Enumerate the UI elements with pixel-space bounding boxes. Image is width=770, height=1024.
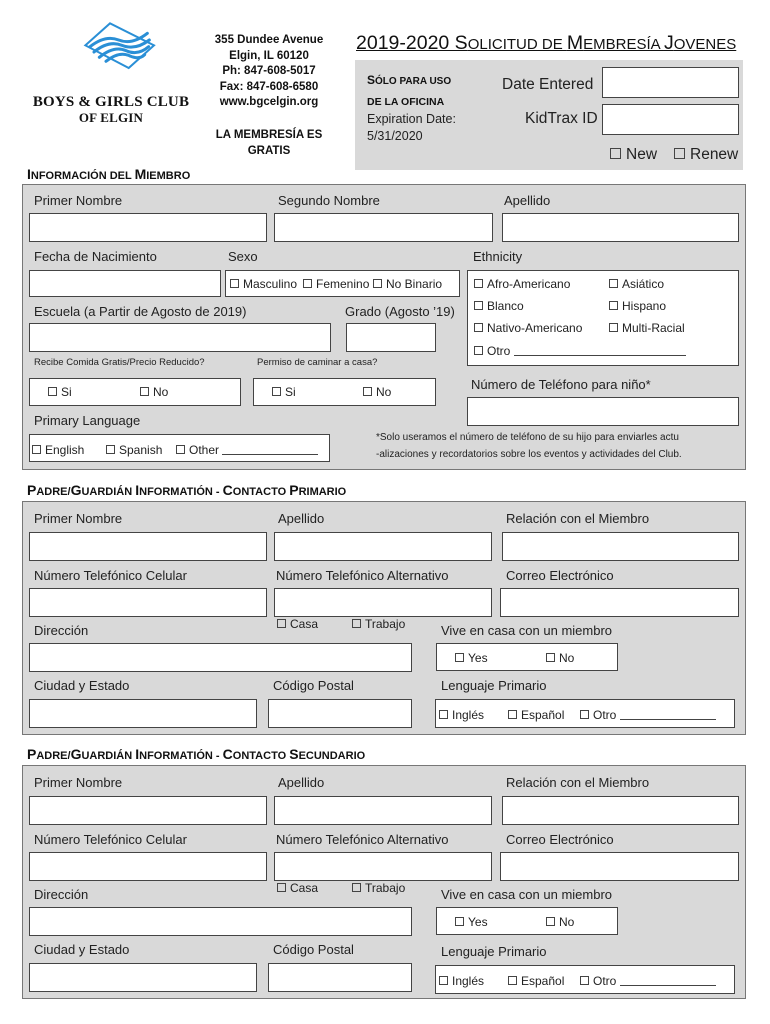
primary-cell-phone-input[interactable] xyxy=(29,588,267,617)
ethnicity-option-asian[interactable] xyxy=(609,277,664,291)
section-rest: ECUNDARIO xyxy=(298,750,366,762)
grade-label: Grado (Agosto ’19) xyxy=(345,304,455,319)
primary-relation-input[interactable] xyxy=(502,532,739,561)
member-last-name-input[interactable] xyxy=(502,213,739,242)
member-language-spanish[interactable] xyxy=(106,443,162,457)
section-rest: ADRE/ xyxy=(36,750,71,762)
kidtrax-label: KidTrax ID xyxy=(525,110,598,127)
ethnicity-option-multiracial[interactable] xyxy=(609,321,685,335)
primary-last-name-label: Apellido xyxy=(278,511,325,526)
address-street: 355 Dundee Avenue xyxy=(214,34,324,46)
expiration-value: 5/31/2020 xyxy=(367,129,423,143)
primary-alt-phone-work[interactable] xyxy=(352,617,405,631)
section-cap: G xyxy=(70,482,82,498)
member-language-english[interactable] xyxy=(32,443,84,457)
secondary-lives-with-yes[interactable] xyxy=(455,915,488,929)
yes-label: Yes xyxy=(468,915,488,929)
title-year: 2019-2020 S xyxy=(356,32,468,54)
org-name-line1: BOYS & GIRLS CLUB xyxy=(32,94,190,110)
section-rest: IEMBRO xyxy=(146,170,191,182)
language-option-label: Español xyxy=(521,708,565,722)
language-option-label: Otro xyxy=(593,974,617,988)
birth-date-input[interactable] xyxy=(29,270,221,297)
secondary-zip-input[interactable] xyxy=(268,963,412,992)
free-meal-label: Recibe Comida Gratis/Precio Reducido? xyxy=(34,357,205,368)
membership-note-line2: GRATIS xyxy=(247,144,291,157)
section-cap: P xyxy=(27,482,37,498)
ethnicity-option-label: Afro-Americano xyxy=(487,277,571,291)
sex-option-label: Masculino xyxy=(243,277,298,291)
language-option-label: Español xyxy=(521,974,565,988)
primary-last-name-input[interactable] xyxy=(274,532,492,561)
member-first-name-label: Primer Nombre xyxy=(34,193,123,208)
sex-option-label: No Binario xyxy=(386,277,443,291)
membership-note-line1: LA MEMBRESÍA ES xyxy=(215,129,323,141)
primary-zip-input[interactable] xyxy=(268,699,412,728)
primary-first-name-label: Primer Nombre xyxy=(34,511,123,526)
secondary-zip-label: Código Postal xyxy=(273,942,354,957)
primary-language-spanish[interactable] xyxy=(508,708,564,722)
free-meal-yes[interactable] xyxy=(48,385,72,399)
ethnicity-option-label: Nativo-Americano xyxy=(487,321,583,335)
member-primary-language-label: Primary Language xyxy=(34,413,141,428)
no-label: No xyxy=(376,385,392,399)
walk-permission-label: Permiso de caminar a casa? xyxy=(257,357,378,368)
ethnicity-option-label: Otro xyxy=(487,344,511,358)
new-checkbox[interactable] xyxy=(610,146,657,164)
yes-label: Si xyxy=(61,385,72,399)
sex-option-female[interactable] xyxy=(303,277,369,291)
secondary-cell-phone-input[interactable] xyxy=(29,852,267,881)
language-option-label: English xyxy=(45,443,85,457)
sex-option-label: Femenino xyxy=(316,277,370,291)
section-cap: P xyxy=(27,746,37,762)
secondary-email-input[interactable] xyxy=(500,852,739,881)
primary-lives-with-no[interactable] xyxy=(546,651,574,665)
language-option-label: Otro xyxy=(593,708,617,722)
section-rest: NFORMACIÓN DEL xyxy=(30,170,135,182)
no-label: No xyxy=(559,915,575,929)
secondary-address-label: Dirección xyxy=(34,887,89,902)
secondary-city-state-label: Ciudad y Estado xyxy=(34,942,130,957)
section-rest: UARDIÁN xyxy=(81,750,136,762)
renew-label: Renew xyxy=(690,146,739,163)
secondary-language-english[interactable] xyxy=(439,974,484,988)
language-option-label: Inglés xyxy=(452,708,485,722)
primary-relation-label: Relación con el Miembro xyxy=(506,511,650,526)
section-cap: P xyxy=(289,482,299,498)
office-label-rest: ÓLO PARA USO xyxy=(375,76,452,87)
note-line1: *Solo useramos el número de teléfono de su hijo para enviarles actu xyxy=(376,432,679,443)
child-phone-note xyxy=(376,429,682,463)
primary-alt-phone-label: Número Telefónico Alternativo xyxy=(276,568,449,583)
section-cap: I xyxy=(135,746,140,762)
title-part: J xyxy=(663,32,674,54)
free-meal-no[interactable] xyxy=(140,385,168,399)
secondary-email-label: Correo Electrónico xyxy=(506,832,614,847)
office-label-line2: DE LA OFICINA xyxy=(367,96,445,108)
primary-email-input[interactable] xyxy=(500,588,739,617)
work-label: Trabajo xyxy=(365,881,406,895)
section-rest: RIMARIO xyxy=(298,486,347,498)
section-cap: G xyxy=(70,746,82,762)
new-label: New xyxy=(626,146,658,163)
primary-first-name-input[interactable] xyxy=(29,532,267,561)
secondary-last-name-label: Apellido xyxy=(278,775,325,790)
member-language-other[interactable] xyxy=(176,443,318,457)
sex-option-male[interactable] xyxy=(230,277,297,291)
secondary-language-spanish[interactable] xyxy=(508,974,564,988)
primary-address-label: Dirección xyxy=(34,623,89,638)
section-rest: ONTACTO xyxy=(232,486,290,498)
renew-checkbox[interactable] xyxy=(674,146,738,164)
office-use-label xyxy=(367,70,451,113)
member-middle-name-label: Segundo Nombre xyxy=(278,193,380,208)
org-name-line2: OF ELGIN xyxy=(78,110,144,125)
walk-permission-no[interactable] xyxy=(363,385,391,399)
secondary-alt-phone-work[interactable] xyxy=(352,881,405,895)
title-part: OVENES xyxy=(673,36,737,53)
yes-label: Yes xyxy=(468,651,488,665)
page-title xyxy=(356,32,736,55)
section-rest: UARDIÁN xyxy=(81,486,136,498)
sex-label: Sexo xyxy=(228,249,258,264)
ethnicity-option-label: Hispano xyxy=(622,299,667,313)
kidtrax-input[interactable] xyxy=(602,104,739,135)
address-website: www.bgcelgin.org xyxy=(219,96,319,108)
secondary-language-other[interactable] xyxy=(580,974,716,988)
secondary-alt-phone-label: Número Telefónico Alternativo xyxy=(276,832,449,847)
primary-city-state-input[interactable] xyxy=(29,699,257,728)
section-rest: ONTACTO xyxy=(232,750,290,762)
child-phone-label: Número de Teléfono para niño* xyxy=(471,377,651,392)
birth-date-label: Fecha de Nacimiento xyxy=(34,249,157,264)
child-phone-input[interactable] xyxy=(467,397,739,426)
home-label: Casa xyxy=(290,881,319,895)
address-fax: Fax: 847-608-6580 xyxy=(219,80,319,93)
secondary-alt-phone-home[interactable] xyxy=(277,881,318,895)
section-rest: ADRE/ xyxy=(36,486,71,498)
title-part: M xyxy=(566,32,584,54)
title-part: EMBRESÍA xyxy=(583,36,664,53)
member-section-title xyxy=(27,166,190,182)
work-label: Trabajo xyxy=(365,617,406,631)
address-block xyxy=(206,33,332,111)
language-option-label: Other xyxy=(189,443,220,457)
yes-label: Si xyxy=(285,385,296,399)
primary-zip-label: Código Postal xyxy=(273,678,354,693)
club-logo xyxy=(22,20,222,100)
section-cap: C xyxy=(222,482,233,498)
section-cap: M xyxy=(134,166,147,182)
primary-cell-phone-label: Número Telefónico Celular xyxy=(34,568,187,583)
ethnicity-option-other[interactable] xyxy=(474,344,686,358)
section-cap: S xyxy=(289,746,299,762)
primary-lives-with-yes[interactable] xyxy=(455,651,488,665)
primary-language-label: Lenguaje Primario xyxy=(441,678,547,693)
primary-address-input[interactable] xyxy=(29,643,412,672)
primary-language-english[interactable] xyxy=(439,708,484,722)
walk-permission-yes[interactable] xyxy=(272,385,296,399)
secondary-contact-section-title xyxy=(27,746,365,762)
section-cap: C xyxy=(222,746,233,762)
primary-contact-section-title xyxy=(27,482,346,498)
ethnicity-option-native-american[interactable] xyxy=(474,321,582,335)
primary-alt-phone-home[interactable] xyxy=(277,617,318,631)
language-option-label: Spanish xyxy=(119,443,163,457)
secondary-alt-phone-input[interactable] xyxy=(274,852,492,881)
section-cap: I xyxy=(27,166,31,182)
address-phone: Ph: 847-608-5017 xyxy=(222,65,316,77)
expiration-block xyxy=(367,111,456,145)
section-rest: NFORMATIÓN - xyxy=(139,486,223,498)
primary-email-label: Correo Electrónico xyxy=(506,568,614,583)
member-last-name-label: Apellido xyxy=(504,193,551,208)
home-label: Casa xyxy=(290,617,319,631)
secondary-lives-with-no[interactable] xyxy=(546,915,574,929)
secondary-relation-label: Relación con el Miembro xyxy=(506,775,650,790)
primary-language-other[interactable] xyxy=(580,708,716,722)
secondary-address-input[interactable] xyxy=(29,907,412,936)
secondary-city-state-input[interactable] xyxy=(29,963,257,992)
grade-input[interactable] xyxy=(346,323,436,352)
primary-city-state-label: Ciudad y Estado xyxy=(34,678,130,693)
ethnicity-option-afro-american[interactable] xyxy=(474,277,570,291)
title-part: OLICITUD DE xyxy=(467,36,567,53)
date-entered-label: Date Entered xyxy=(502,76,594,93)
secondary-language-label: Lenguaje Primario xyxy=(441,944,547,959)
no-label: No xyxy=(559,651,575,665)
sex-option-nonbinary[interactable] xyxy=(373,277,442,291)
member-middle-name-input[interactable] xyxy=(274,213,493,242)
secondary-cell-phone-label: Número Telefónico Celular xyxy=(34,832,187,847)
date-entered-input[interactable] xyxy=(602,67,739,98)
ethnicity-option-label: Multi-Racial xyxy=(622,321,685,335)
no-label: No xyxy=(153,385,169,399)
address-city: Elgin, IL 60120 xyxy=(229,49,309,62)
secondary-first-name-input[interactable] xyxy=(29,796,267,825)
school-label: Escuela (a Partir de Agosto de 2019) xyxy=(34,304,247,319)
secondary-relation-input[interactable] xyxy=(502,796,739,825)
school-input[interactable] xyxy=(29,323,331,352)
secondary-first-name-label: Primer Nombre xyxy=(34,775,123,790)
secondary-last-name-input[interactable] xyxy=(274,796,492,825)
expiration-label: Expiration Date: xyxy=(367,112,456,126)
section-rest: NFORMATIÓN - xyxy=(139,750,223,762)
ethnicity-option-hispanic[interactable] xyxy=(609,299,666,313)
ethnicity-option-label: Asiático xyxy=(622,277,665,291)
section-cap: I xyxy=(135,482,140,498)
language-option-label: Inglés xyxy=(452,974,485,988)
primary-alt-phone-input[interactable] xyxy=(274,588,492,617)
ethnicity-label: Ethnicity xyxy=(473,249,523,264)
membership-free-note xyxy=(206,128,332,159)
member-first-name-input[interactable] xyxy=(29,213,267,242)
org-name xyxy=(22,94,200,126)
primary-lives-with-label: Vive en casa con un miembro xyxy=(441,623,613,638)
ethnicity-option-white[interactable] xyxy=(474,299,524,313)
note-line2: -alizaciones y recordatorios sobre los eventos y actividades del Club. xyxy=(376,449,682,460)
ethnicity-option-label: Blanco xyxy=(487,299,524,313)
office-label-cap: S xyxy=(367,73,376,87)
secondary-lives-with-label: Vive en casa con un miembro xyxy=(441,887,613,902)
